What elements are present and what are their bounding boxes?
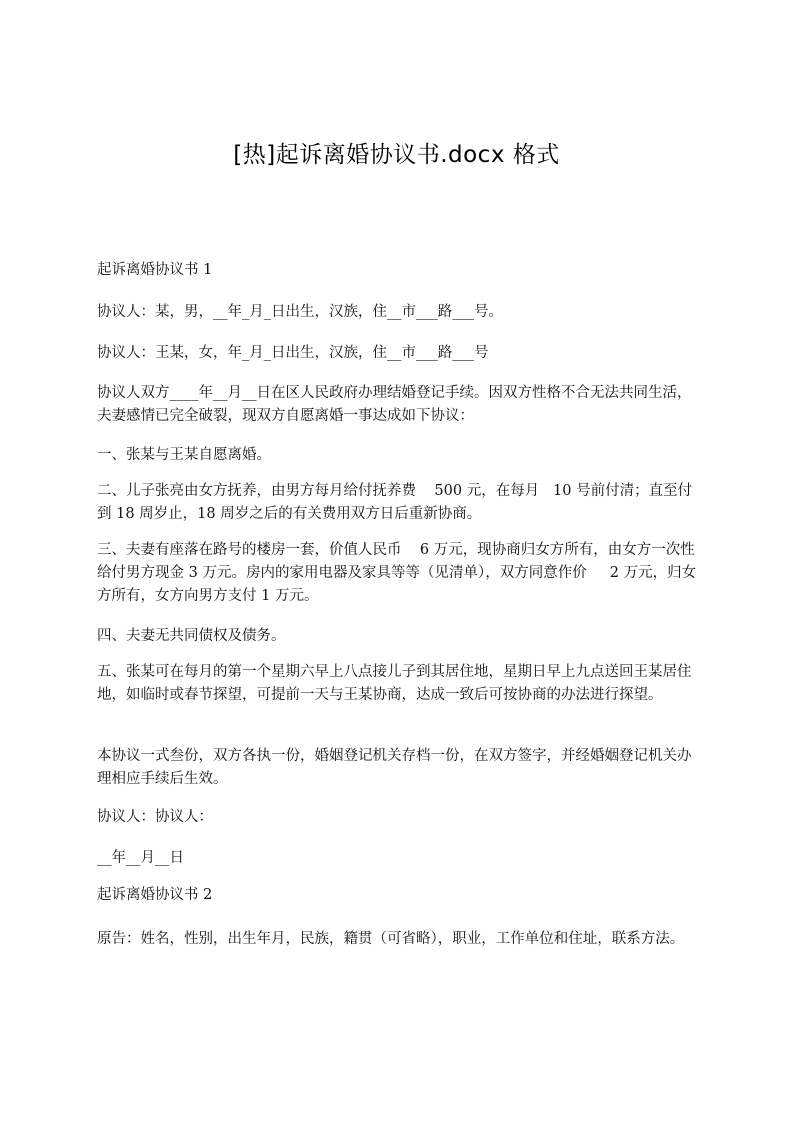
section-heading-2: 起诉离婚协议书 2 [97,887,213,903]
paragraph-clause-1: 一、张某与王某自愿离婚。 [97,447,271,463]
paragraph-party-male: 协议人：某，男，__年_月_日出生，汉族，住__市___路___号。 [97,304,503,320]
paragraph-party-female: 协议人：王某，女，年_月_日出生，汉族，住__市___路___号 [97,345,489,361]
document-title: [热]起诉离婚协议书.docx 格式 [233,142,560,168]
paragraph-clause-4: 四、夫妻无共同债权及债务。 [97,628,286,644]
paragraph-clause-5: 五、张某可在每月的第一个星期六早上八点接儿子到其居住地，星期日早上九点送回王某居住地，如临时或春节探望，可提前一天与王某协商，达成一致后可按协商的办法进行探望。 [97,664,692,703]
paragraph-marriage-registration: 协议人双方____年__月__日在区人民政府办理结婚登记手续。因双方性格不合无法共同生活，夫妻感情已完全破裂，现双方自愿离婚一事达成如下协议： [97,385,692,424]
paragraph-clause-2: 二、儿子张亮由女方抚养，由男方每月给付抚养费 500 元，在每月 10 号前付清；直至付到 18 周岁止，18 周岁之后的有关费用双方日后重新协商。 [97,483,693,522]
paragraph-plaintiff: 原告：姓名，性别，出生年月，民族，籍贯（可省略），职业，工作单位和住址，联系方法。 [97,931,685,947]
paragraph-signatures: 协议人：协议人： [97,809,213,825]
section-heading-1: 起诉离婚协议书 1 [97,262,213,278]
paragraph-copies: 本协议一式叁份，双方各执一份，婚姻登记机关存档一份，在双方签字，并经婚姻登记机关办理相应手续后生效。 [97,748,692,787]
paragraph-clause-3: 三、夫妻有座落在路号的楼房一套，价值人民币 6 万元，现协商归女方所有，由女方一次性给付男方现金 3 万元。房内的家用电器及家具等等（见清单），双方同意作价 2 万元，归女方所有，女方向男方支付 1 万元。 [97,542,697,604]
paragraph-date: __年__月__日 [97,850,184,866]
